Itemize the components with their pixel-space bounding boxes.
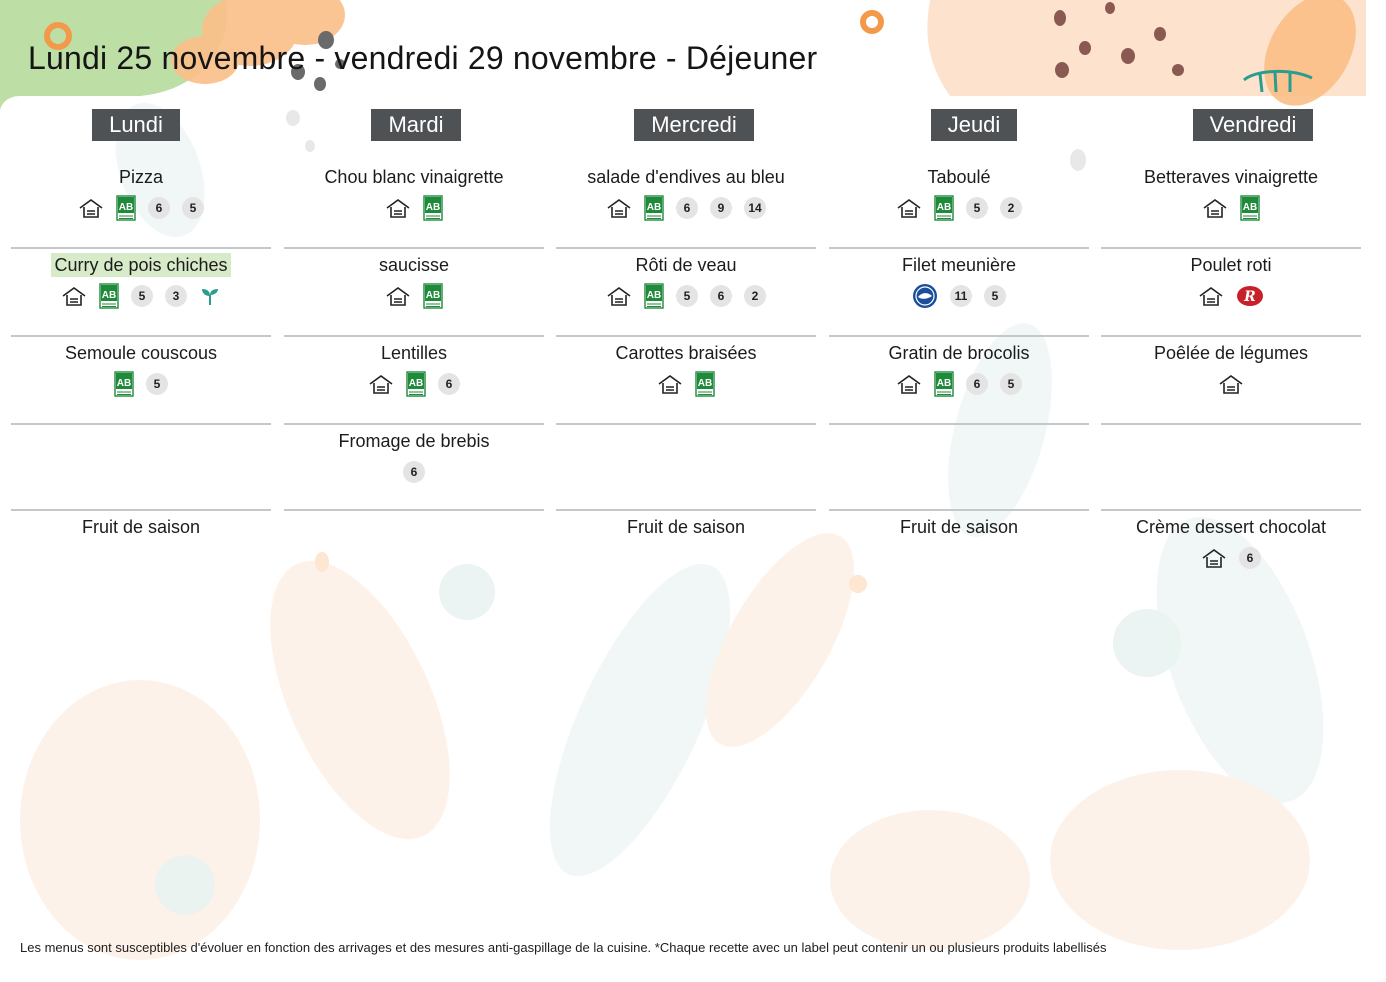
- allergen-badge: 6: [676, 197, 698, 219]
- menu-slot: [284, 509, 544, 595]
- allergen-badge: 6: [966, 373, 988, 395]
- badge-row: [284, 459, 544, 485]
- day-header: Mardi: [371, 109, 460, 141]
- menu-slot: [556, 423, 816, 511]
- day-column-jeudi: [829, 109, 1089, 537]
- organic-ab-icon: [114, 371, 134, 397]
- day-header: Lundi: [92, 109, 180, 141]
- menu-slot: [284, 247, 544, 337]
- allergen-badge: 5: [966, 197, 988, 219]
- allergen-badge: 6: [403, 461, 425, 483]
- badge-row: [284, 371, 544, 397]
- organic-ab-icon: [99, 283, 119, 309]
- dish-name[interactable]: Pizza: [118, 167, 163, 187]
- allergen-badge: 2: [1000, 197, 1022, 219]
- svg-text:AB: AB: [425, 290, 441, 301]
- allergen-badge: 6: [710, 285, 732, 307]
- dish-name[interactable]: Fruit de saison: [81, 517, 201, 537]
- homemade-icon: [896, 373, 922, 395]
- badge-row: [1101, 371, 1361, 397]
- label-rouge-icon: [1236, 285, 1264, 307]
- badge-row: [1101, 545, 1361, 571]
- homemade-icon: [606, 285, 632, 307]
- dish-name[interactable]: Curry de pois chiches: [51, 253, 230, 277]
- dish-name[interactable]: Filet meunière: [901, 255, 1017, 275]
- dish-name[interactable]: Rôti de veau: [635, 255, 737, 275]
- vegetarian-icon: [199, 285, 221, 307]
- day-column-mercredi: [556, 109, 816, 537]
- menu-slot: [11, 159, 271, 249]
- homemade-icon: [385, 197, 411, 219]
- allergen-badge: 5: [131, 285, 153, 307]
- homemade-icon: [657, 373, 683, 395]
- menu-slot: [556, 509, 816, 595]
- dish-name[interactable]: Carottes braisées: [615, 343, 757, 363]
- svg-text:AB: AB: [646, 202, 662, 213]
- menu-slot: [829, 247, 1089, 337]
- svg-text:AB: AB: [936, 202, 952, 213]
- dish-name[interactable]: Gratin de brocolis: [888, 343, 1030, 363]
- badge-row: [11, 195, 271, 221]
- organic-ab-icon: [934, 195, 954, 221]
- svg-text:AB: AB: [425, 202, 441, 213]
- menu-slot: [1101, 159, 1361, 249]
- badge-row: [284, 283, 544, 309]
- organic-ab-icon: [406, 371, 426, 397]
- allergen-badge: 6: [438, 373, 460, 395]
- allergen-badge: 5: [984, 285, 1006, 307]
- svg-text:AB: AB: [118, 202, 134, 213]
- homemade-icon: [78, 197, 104, 219]
- dish-name[interactable]: Poulet roti: [1190, 255, 1272, 275]
- organic-ab-icon: [644, 283, 664, 309]
- day-column-mardi: [284, 109, 544, 479]
- svg-text:AB: AB: [936, 378, 952, 389]
- homemade-icon: [1202, 197, 1228, 219]
- allergen-badge: 3: [165, 285, 187, 307]
- menu-slot: [556, 247, 816, 337]
- allergen-badge: 9: [710, 197, 732, 219]
- dish-name[interactable]: Lentilles: [380, 343, 448, 363]
- svg-text:AB: AB: [116, 378, 132, 389]
- organic-ab-icon: [644, 195, 664, 221]
- day-header: Jeudi: [931, 109, 1018, 141]
- sustainable-fishing-icon: [912, 283, 938, 309]
- homemade-icon: [385, 285, 411, 307]
- menu-slot: [1101, 247, 1361, 337]
- footer-note: Les menus sont susceptibles d'évoluer en fonction des arrivages et des mesures anti-gaspillage de la cuisine. *Chaque recette avec un label peut contenir un ou plusieurs produits labellisés: [20, 940, 1107, 955]
- homemade-icon: [1218, 373, 1244, 395]
- dish-name[interactable]: Fromage de brebis: [338, 431, 490, 451]
- organic-ab-icon: [116, 195, 136, 221]
- homemade-icon: [896, 197, 922, 219]
- dish-name[interactable]: Chou blanc vinaigrette: [324, 167, 504, 187]
- menu-slot: [1101, 423, 1361, 511]
- dish-name[interactable]: Fruit de saison: [899, 517, 1019, 537]
- menu-slot: [1101, 335, 1361, 425]
- menu-slot: [11, 509, 271, 595]
- allergen-badge: 2: [744, 285, 766, 307]
- allergen-badge: 5: [1000, 373, 1022, 395]
- dish-name[interactable]: Crème dessert chocolat: [1135, 517, 1327, 537]
- day-column-vendredi: [1101, 109, 1361, 565]
- allergen-badge: 6: [1239, 547, 1261, 569]
- svg-text:AB: AB: [1242, 202, 1258, 213]
- allergen-badge: 5: [676, 285, 698, 307]
- homemade-icon: [1198, 285, 1224, 307]
- svg-text:AB: AB: [646, 290, 662, 301]
- badge-row: [11, 371, 271, 397]
- allergen-badge: 11: [950, 285, 972, 307]
- day-header: Mercredi: [634, 109, 754, 141]
- badge-row: [556, 371, 816, 397]
- badge-row: [556, 195, 816, 221]
- allergen-badge: 5: [182, 197, 204, 219]
- menu-slot: [829, 509, 1089, 595]
- badge-row: [829, 195, 1089, 221]
- day-header: Vendredi: [1193, 109, 1314, 141]
- homemade-icon: [368, 373, 394, 395]
- menu-slot: [829, 423, 1089, 511]
- menu-slot: [11, 335, 271, 425]
- organic-ab-icon: [423, 195, 443, 221]
- menu-slot: [829, 335, 1089, 425]
- homemade-icon: [606, 197, 632, 219]
- allergen-badge: 14: [744, 197, 766, 219]
- dish-name[interactable]: Taboulé: [927, 167, 991, 187]
- organic-ab-icon: [934, 371, 954, 397]
- dish-name[interactable]: salade d'endives au bleu: [587, 167, 785, 187]
- svg-text:AB: AB: [697, 378, 713, 389]
- allergen-badge: 5: [146, 373, 168, 395]
- dish-name[interactable]: Semoule couscous: [64, 343, 218, 363]
- homemade-icon: [61, 285, 87, 307]
- menu-slot: [556, 335, 816, 425]
- badge-row: [284, 195, 544, 221]
- menu-slot: [1101, 509, 1361, 595]
- allergen-badge: 6: [148, 197, 170, 219]
- svg-text:R: R: [1244, 289, 1256, 305]
- svg-text:AB: AB: [408, 378, 424, 389]
- homemade-icon: [1201, 547, 1227, 569]
- menu-slot: [11, 423, 271, 511]
- menu-slot: [11, 247, 271, 337]
- menu-slot: [284, 423, 544, 511]
- dish-name[interactable]: saucisse: [378, 255, 450, 275]
- badge-row: [1101, 195, 1361, 221]
- badge-row: [1101, 283, 1361, 309]
- menu-slot: [556, 159, 816, 249]
- organic-ab-icon: [1240, 195, 1260, 221]
- organic-ab-icon: [423, 283, 443, 309]
- dish-name[interactable]: Betteraves vinaigrette: [1143, 167, 1319, 187]
- badge-row: [556, 283, 816, 309]
- badge-row: [11, 283, 271, 309]
- menu-slot: [284, 159, 544, 249]
- page-title: Lundi 25 novembre - vendredi 29 novembre - Déjeuner: [28, 40, 818, 76]
- organic-ab-icon: [695, 371, 715, 397]
- menu-slot: [284, 335, 544, 425]
- dish-name[interactable]: Fruit de saison: [626, 517, 746, 537]
- svg-text:AB: AB: [101, 290, 117, 301]
- day-column-lundi: [11, 109, 271, 537]
- badge-row: [829, 371, 1089, 397]
- menu-slot: [829, 159, 1089, 249]
- dish-name[interactable]: Poêlée de légumes: [1153, 343, 1309, 363]
- badge-row: [829, 283, 1089, 309]
